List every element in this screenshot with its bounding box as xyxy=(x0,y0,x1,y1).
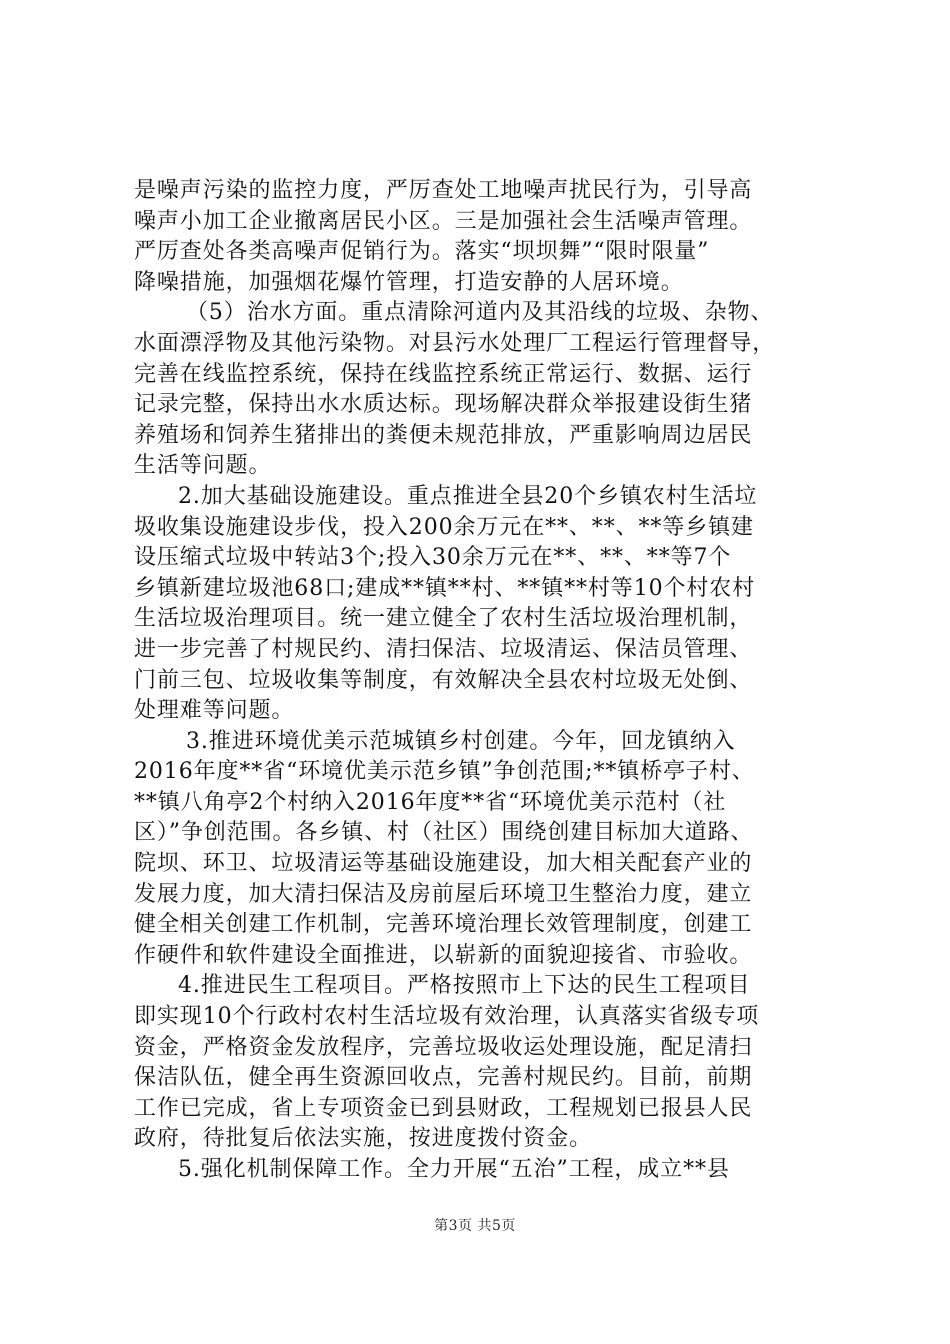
paragraph-start-line: （5）治水方面。重点清除河道内及其沿线的垃圾、杂物、 xyxy=(186,300,774,326)
text-line: 是噪声污染的监控力度，严厉查处工地噪声扰民行为，引导高 xyxy=(134,178,753,203)
text-line: 作硬件和软件建设全面推进，以崭新的面貌迎接省、市验收。 xyxy=(134,942,753,968)
text-line: 即实现10个行政村农村生活垃圾有效治理，认真落实省级专项 xyxy=(134,1004,760,1030)
text-line: 设压缩式垃圾中转站3个;投入30余万元在**、**、**等7个 xyxy=(134,545,732,571)
text-line: 水面漂浮物及其他污染物。对县污水处理厂工程运行管理督导， xyxy=(134,330,776,356)
text-line: 噪声小加工企业撤离居民小区。三是加强社会生活噪声管理。 xyxy=(134,208,753,234)
text-line: 降噪措施，加强烟花爆竹管理，打造安静的人居环境。 xyxy=(134,269,684,295)
text-line: 资金，严格资金发放程序，完善垃圾收运处理设施，配足清扫 xyxy=(134,1034,753,1060)
text-line: 2016年度**省“环境优美示范乡镇”争创范围;**镇桥亭子村、 xyxy=(134,759,755,785)
text-line: 政府，待批复后依法实施，按进度拨付资金。 xyxy=(134,1126,593,1152)
text-line: 记录完整，保持出水水质达标。现场解决群众举报建设街生猪 xyxy=(134,392,753,418)
text-line: 进一步完善了村规民约、清扫保洁、垃圾清运、保洁员管理、 xyxy=(134,636,753,662)
body-text xyxy=(134,176,834,1186)
text-line: 乡镇新建垃圾池68口;建成**镇**村、**镇**村等10个村农村 xyxy=(134,575,756,601)
page-footer xyxy=(0,1216,950,1236)
paragraph-start-line: 4.推进民生工程项目。严格按照市上下达的民生工程项目 xyxy=(178,973,751,999)
text-line: 处理难等问题。 xyxy=(134,698,295,724)
page-number-label: 第3页 共5页 xyxy=(434,1218,516,1234)
text-line: 保洁队伍，健全再生资源回收点，完善村规民约。目前，前期 xyxy=(134,1065,753,1091)
text-line: 严厉查处各类高噪声促销行为。落实“坝坝舞”“限时限量” xyxy=(134,239,710,265)
text-line: 区）”争创范围。各乡镇、村（社区）围绕创建目标加大道路、 xyxy=(134,820,754,846)
text-line: 生活垃圾治理项目。统一建立健全了农村生活垃圾治理机制， xyxy=(134,606,753,632)
text-line: 院坝、环卫、垃圾清运等基础设施建设，加大相关配套产业的 xyxy=(134,851,753,877)
text-line: 发展力度，加大清扫保洁及房前屋后环境卫生整治力度，建立 xyxy=(134,881,753,907)
paragraph-start-line: 2.加大基础设施建设。重点推进全县20个乡镇农村生活垃 xyxy=(178,483,758,509)
text-line: 养殖场和饲养生猪排出的粪便未规范排放，严重影响周边居民 xyxy=(134,422,753,448)
text-line: 圾收集设施建设步伐，投入200余万元在**、**、**等乡镇建 xyxy=(134,514,754,540)
paragraph-start-line: 5.强化机制保障工作。全力开展“五治”工程，成立**县 xyxy=(178,1157,730,1182)
text-line: 健全相关创建工作机制，完善环境治理长效管理制度，创建工 xyxy=(134,912,753,938)
text-line: **镇八角亭2个村纳入2016年度**省“环境优美示范村（社 xyxy=(134,789,727,815)
text-line: 工作已完成，省上专项资金已到县财政，工程规划已报县人民 xyxy=(134,1095,753,1121)
paragraph-start-line: 3.推进环境优美示范城镇乡村创建。今年，回龙镇纳入 xyxy=(186,728,736,754)
text-line: 完善在线监控系统，保持在线监控系统正常运行、数据、运行 xyxy=(134,361,753,387)
text-line: 门前三包、垃圾收集等制度，有效解决全县农村垃圾无处倒、 xyxy=(134,667,753,693)
text-line: 生活等问题。 xyxy=(134,453,272,479)
